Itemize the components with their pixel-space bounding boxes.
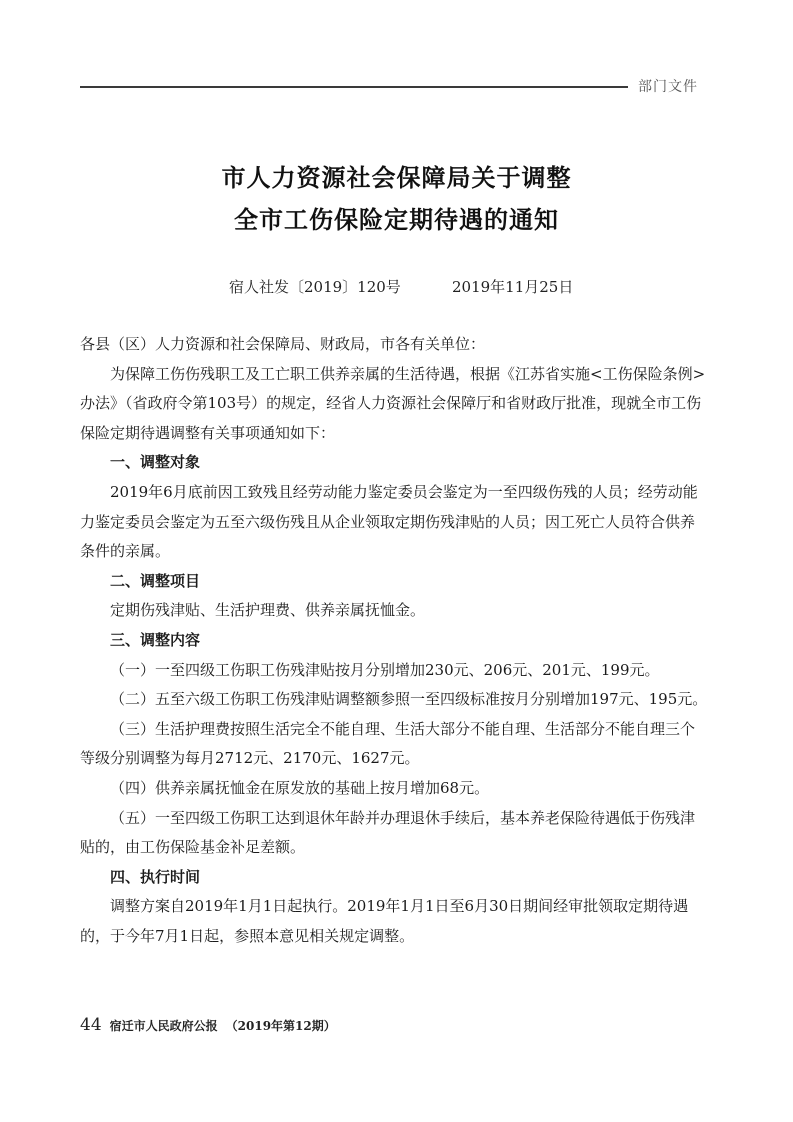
section-3-item: （四）供养亲属抚恤金在原发放的基础上按月增加68元。 — [110, 778, 490, 797]
section-1-heading: 一、调整对象 — [110, 453, 201, 472]
document-title-line-1: 市人力资源社会保障局关于调整 — [221, 164, 572, 192]
section-2-heading: 二、调整项目 — [110, 571, 201, 590]
section-3-item: （三）生活护理费按照生活完全不能自理、生活大部分不能自理、生活部分不能自理三个等级分别调整为每月2712元、2170元、1627元。 — [80, 719, 696, 768]
section-1-text: 2019年6月底前因工致残且经劳动能力鉴定委员会鉴定为一至四级伤残的人员；经劳动能力鉴定委员会鉴定为五至六级伤残且从企业领取定期伤残津贴的人员；因工死亡人员符合供养条件的亲属。 — [80, 482, 698, 561]
header-rule — [80, 86, 628, 88]
section-3-item: （一）一至四级工伤职工伤残津贴按月分别增加230元、206元、201元、199元。 — [110, 660, 660, 679]
publication-name: 宿迁市人民政府公报 — [109, 1019, 218, 1033]
publication-issue: （2019年第12期） — [225, 1019, 336, 1033]
document-title-line-2: 全市工伤保险定期待遇的通知 — [234, 206, 559, 234]
section-tag: 部门文件 — [638, 79, 698, 95]
page-number: 44 — [80, 1015, 102, 1035]
section-3-item: （二）五至六级工伤职工伤残津贴调整额参照一至四级标准按月分别增加197元、195元。 — [110, 690, 708, 709]
intro-paragraph: 为保障工伤伤残职工及工亡职工供养亲属的生活待遇，根据《江苏省实施<工伤保险条例>办法》（省政府令第103号）的规定，经省人力资源社会保障厅和省财政厅批准，现就全市工伤保险定期待遇调整有关事项通知如下： — [80, 364, 706, 442]
document-number: 宿人社发〔2019〕120号 — [229, 278, 401, 296]
document-body — [80, 330, 708, 951]
document-date: 2019年11月25日 — [452, 278, 574, 296]
section-4-text: 调整方案自2019年1月1日起执行。2019年1月1日至6月30日期间经审批领取定期待遇的，于今年7月1日起，参照本意见相关规定调整。 — [80, 897, 689, 945]
page-footer — [80, 1015, 336, 1035]
salutation: 各县（区）人力资源和社会保障局、财政局，市各有关单位： — [80, 335, 486, 353]
section-3-heading: 三、调整内容 — [110, 630, 201, 649]
section-4-heading: 四、执行时间 — [110, 867, 201, 886]
section-2-text: 定期伤残津贴、生活护理费、供养亲属抚恤金。 — [110, 601, 426, 620]
section-3-item: （五）一至四级工伤职工达到退休年龄并办理退休手续后，基本养老保险待遇低于伤残津贴的，由工伤保险基金补足差额。 — [80, 808, 696, 857]
